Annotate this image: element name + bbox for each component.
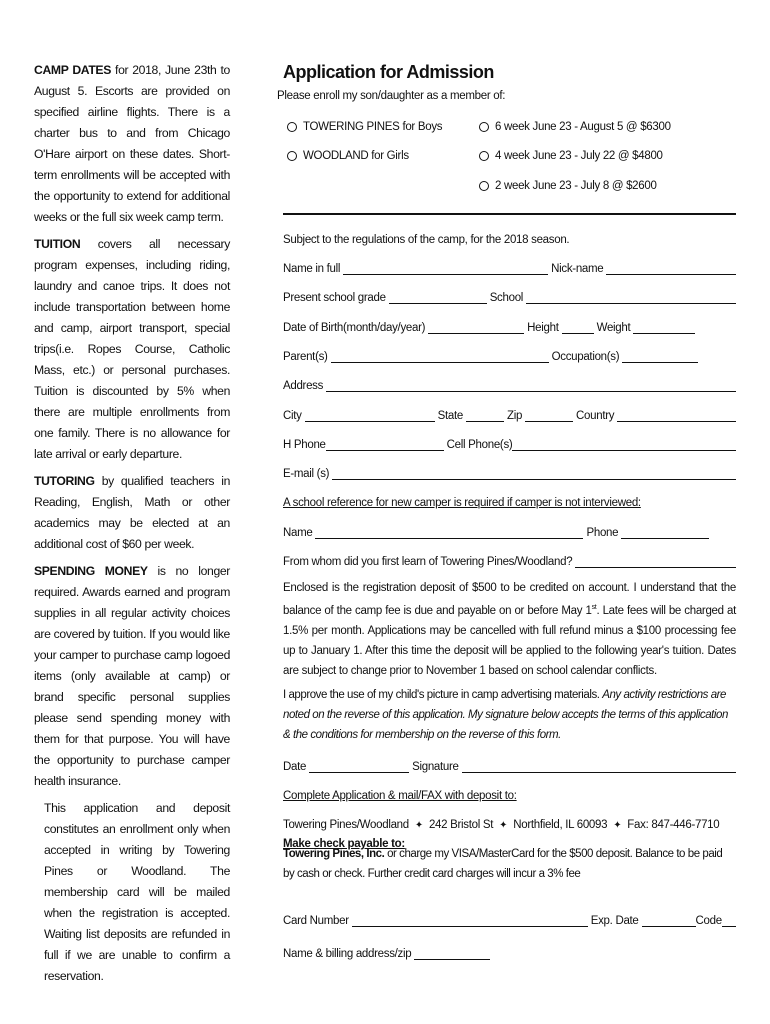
camp-dates-text: for 2018, June 23th to August 5. Escorts are provided on specified airline flights. There is a charter bus to and from Chicago O'Hare airport on these dates. Short-term enrollments will be accepted with the opportunity to extend for additional weeks or the full six week camp term.: [34, 63, 230, 224]
tuition-heading: TUITION: [34, 237, 81, 251]
weight-label: Weight: [596, 322, 631, 334]
code-field[interactable]: [722, 914, 736, 927]
first-learn-label: From whom did you first learn of Towering Pines/Woodland?: [283, 556, 573, 568]
camp-option-label: WOODLAND for Girls: [303, 150, 409, 162]
photo-approval-text: I approve the use of my child's picture in camp advertising materials.: [283, 689, 600, 701]
state-field[interactable]: [466, 409, 504, 422]
email-row: [283, 464, 736, 480]
exp-date-label: Exp. Date: [590, 915, 639, 927]
billing-label: Name & billing address/zip: [283, 948, 412, 960]
camp-option-label: TOWERING PINES for Boys: [303, 121, 443, 133]
check-heading: Make check payable to:: [283, 838, 405, 850]
session-option-label: 4 week June 23 - July 22 @ $4800: [495, 150, 663, 162]
city-label: City: [283, 410, 302, 422]
height-label: Height: [527, 322, 559, 334]
zip-field[interactable]: [525, 409, 573, 422]
spending-text: is no longer required. Awards earned and program supplies in all regular activity choices are covered by tuition. If you would like your camper to purchase camp logoed items (only available at camp) or brand specific personal supplies please send spending money with them for that purpose. You will have the opportunity to purchase camper health insurance.: [34, 564, 231, 788]
city-row: [283, 406, 736, 422]
tuition-text: covers all necessary program expenses, including riding, laundry and canoe trips. It does not include transportation between home and camp, airport transport, special trips(i.e. Ropes Course, Catholic Mass, etc.) or personal purchases. Tuition is discounted by 5% when there are multiple enrollments from one family. There is no allowance for late arrival or early departure.: [34, 237, 230, 461]
address-field[interactable]: [326, 379, 736, 392]
radio-icon[interactable]: [287, 122, 297, 132]
payee-name: Towering Pines, Inc.: [283, 848, 385, 860]
occupation-label: Occupation(s): [551, 351, 620, 363]
city-field[interactable]: [305, 409, 435, 422]
signature-label: Signature: [412, 761, 459, 773]
payment-terms-text: or charge my VISA/MasterCard for the $500 deposit. Balance to be paid by cash or check. Further credit card charges will incur a 3% fee: [283, 848, 723, 880]
reference-row: [283, 523, 736, 539]
camp-option-woodland[interactable]: [287, 150, 409, 162]
radio-icon[interactable]: [287, 151, 297, 161]
nickname-label: Nick-name: [551, 263, 604, 275]
info-column: [34, 60, 230, 993]
complete-heading: Complete Application & mail/FAX with deposit to:: [283, 790, 517, 802]
tutoring-paragraph: [34, 471, 230, 555]
home-phone-field[interactable]: [326, 438, 444, 451]
form-title: Application for Admission: [283, 62, 494, 82]
reference-phone-field[interactable]: [621, 526, 709, 539]
occupation-field[interactable]: [622, 350, 698, 363]
address-part: 242 Bristol St: [428, 819, 494, 831]
weight-field[interactable]: [633, 321, 695, 334]
state-label: State: [437, 410, 463, 422]
nickname-field[interactable]: [606, 262, 736, 275]
deposit-terms-b: . Late fees will be charged at 1.5% per month. Applications may be cancelled with full refund minus a $100 processing fee up to January 1. After this time the deposit will be applied to the following year's tuition. Dates are subject to change prior to November 1 based on school calendar conflicts.: [283, 604, 736, 677]
reference-phone-label: Phone: [586, 527, 619, 539]
parents-field[interactable]: [331, 350, 549, 363]
photo-approval: [283, 685, 736, 745]
address-part: Towering Pines/Woodland: [283, 819, 409, 831]
date-field[interactable]: [309, 760, 409, 773]
payment-terms: [283, 844, 736, 884]
name-field[interactable]: [343, 262, 548, 275]
enrollment-note: This application and deposit constitutes an enrollment only when accepted in writing by Towering Pines or Woodland. The membership card will be mailed when the registration is accepted. Waiting list deposits are refunded in full if we are unable to confirm a reservation.: [44, 801, 230, 983]
reference-name-label: Name: [283, 527, 313, 539]
section-divider: [283, 213, 736, 215]
country-label: Country: [576, 410, 615, 422]
deposit-terms-a: Enclosed is the registration deposit of $500 to be credited on account. I understand that the balance of the camp fee is due and payable on or before May 1: [283, 582, 736, 617]
dob-field[interactable]: [428, 321, 524, 334]
session-option-label: 6 week June 23 - August 5 @ $6300: [495, 121, 671, 133]
tutoring-heading: TUTORING: [34, 474, 95, 488]
address-label: Address: [283, 380, 324, 392]
reference-heading-row: [283, 493, 736, 509]
camp-dates-heading: CAMP DATES: [34, 63, 111, 77]
tuition-paragraph: [34, 234, 230, 465]
signature-row: [283, 757, 736, 773]
signature-field[interactable]: [462, 760, 736, 773]
grade-label: Present school grade: [283, 292, 386, 304]
parents-label: Parent(s): [283, 351, 328, 363]
height-field[interactable]: [562, 321, 594, 334]
reference-name-field[interactable]: [315, 526, 583, 539]
camp-option-towering-pines[interactable]: [287, 121, 442, 133]
name-label: Name in full: [283, 263, 341, 275]
school-label: School: [489, 292, 524, 304]
complete-heading-row: [283, 786, 736, 802]
card-number-label: Card Number: [283, 915, 349, 927]
session-option-label: 2 week June 23 - July 8 @ $2600: [495, 180, 657, 192]
star-icon: ✦: [499, 820, 508, 831]
subject-row: [283, 230, 736, 246]
session-option-2-week[interactable]: [479, 180, 657, 192]
subject-text: Subject to the regulations of the camp, for the 2018 season.: [283, 234, 570, 246]
restrictions-text: Any activity restrictions are noted on the reverse of this application. My signature below accepts the terms of this application & the conditions for membership on the reverse of this form.: [283, 689, 728, 741]
radio-icon[interactable]: [479, 181, 489, 191]
session-option-4-week[interactable]: [479, 150, 663, 162]
fax-number: Fax: 847-446-7710: [627, 819, 720, 831]
spending-heading: SPENDING MONEY: [34, 564, 148, 578]
camp-dates-paragraph: [34, 60, 230, 228]
email-field[interactable]: [332, 467, 736, 480]
email-label: E-mail (s): [283, 468, 330, 480]
dob-label: Date of Birth(month/day/year): [283, 322, 426, 334]
cell-phone-label: Cell Phone(s): [446, 439, 513, 451]
spending-paragraph: [34, 561, 230, 792]
mailing-address-row: [283, 815, 736, 831]
billing-field[interactable]: [414, 947, 490, 960]
radio-icon[interactable]: [479, 122, 489, 132]
radio-icon[interactable]: [479, 151, 489, 161]
address-part: Northfield, IL 60093: [513, 819, 608, 831]
phone-row: [283, 435, 736, 451]
billing-row: [283, 944, 736, 960]
form-subtitle: Please enroll my son/daughter as a member of:: [277, 90, 506, 102]
school-row: [283, 288, 736, 304]
date-label: Date: [283, 761, 307, 773]
home-phone-label: H Phone: [283, 439, 326, 451]
school-field[interactable]: [526, 291, 736, 304]
deposit-terms: [283, 578, 736, 681]
exp-date-field[interactable]: [642, 914, 696, 927]
reference-heading: A school reference for new camper is required if camper is not interviewed:: [283, 497, 641, 509]
parents-row: [283, 347, 736, 363]
zip-label: Zip: [506, 410, 523, 422]
first-learn-field[interactable]: [575, 555, 736, 568]
session-option-6-week[interactable]: [479, 121, 671, 133]
address-row: [283, 376, 736, 392]
dob-row: [283, 318, 736, 334]
name-row: [283, 259, 736, 275]
star-icon: ✦: [613, 820, 622, 831]
deposit-terms-sup: st: [591, 604, 597, 611]
star-icon: ✦: [414, 820, 423, 831]
tutoring-text: by qualified teachers in Reading, English, Math or other academics may be elected at an additional cost of $60 per week.: [34, 474, 230, 551]
code-label: Code: [695, 915, 722, 927]
cell-phone-field[interactable]: [512, 438, 736, 451]
card-row: [283, 911, 736, 927]
card-number-field[interactable]: [352, 914, 588, 927]
grade-field[interactable]: [389, 291, 487, 304]
first-learn-row: [283, 552, 736, 568]
country-field[interactable]: [617, 409, 736, 422]
